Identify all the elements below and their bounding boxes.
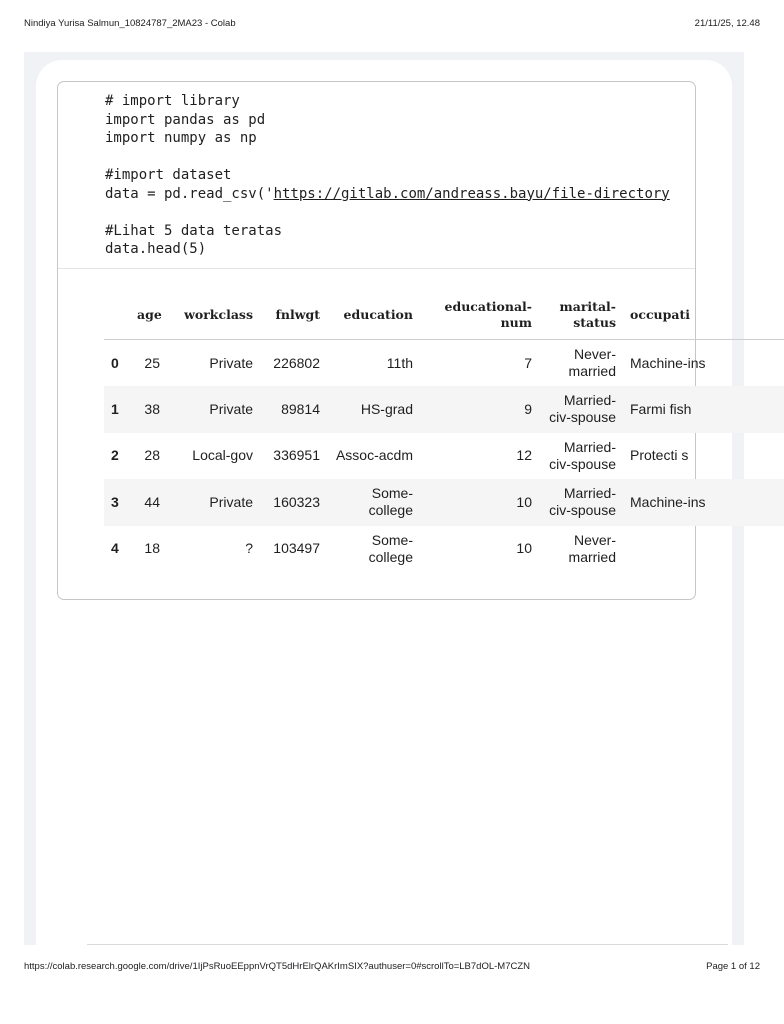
- cell-educational-num: 7: [524, 354, 532, 371]
- cell-occupation: [623, 526, 784, 573]
- cell-occupation: Machine-ins: [630, 493, 706, 510]
- cell-occupation: Protecti s: [630, 447, 689, 464]
- column-header-occupation: occupati: [623, 290, 784, 340]
- column-header-age: age: [130, 290, 167, 340]
- cell-education: Assoc-acdm: [335, 447, 413, 464]
- cell-marital-status: Married-civ-spouse: [549, 392, 616, 426]
- code-line-blank: [105, 203, 670, 222]
- cell-marital-status: Married-civ-spouse: [549, 438, 616, 472]
- cell-workclass: ?: [245, 540, 253, 557]
- code-editor[interactable]: [105, 92, 670, 259]
- footer-divider: [87, 944, 728, 945]
- cell-workclass: Private: [209, 493, 253, 510]
- cell-age: 44: [144, 493, 160, 510]
- cell-workclass: Private: [209, 400, 253, 417]
- table-row: [104, 386, 784, 433]
- csv-url-link[interactable]: https://gitlab.com/andreass.bayu/file-directory: [273, 185, 670, 202]
- cell-age: 18: [144, 540, 160, 557]
- cell-educational-num: 10: [516, 540, 532, 557]
- row-index: 1: [111, 400, 119, 417]
- cell-workclass: Private: [209, 354, 253, 371]
- cell-age: 28: [144, 447, 160, 464]
- cell-educational-num: 9: [524, 400, 532, 417]
- page-number: Page 1 of 12: [706, 961, 760, 972]
- print-header: [24, 18, 760, 34]
- code-cell[interactable]: [57, 81, 706, 600]
- code-line-blank: [105, 148, 670, 167]
- cell-marital-status: Married-civ-spouse: [549, 485, 616, 519]
- code-line-read-csv: [105, 185, 670, 204]
- dataframe-output: [104, 290, 706, 574]
- row-index: 0: [111, 354, 119, 371]
- column-header-marital-status: marital- status: [539, 290, 623, 340]
- column-header-education: education: [327, 290, 420, 340]
- cell-occupation: Farmi fish: [630, 400, 692, 417]
- table-row: [104, 340, 784, 387]
- cell-education: Some-college: [368, 485, 413, 519]
- page-url: https://colab.research.google.com/drive/1IjPsRuoEEppnVrQT5dHrElrQAKrImSIX?authuser=0#scrollTo=LB7dOL-M7CZN: [24, 961, 531, 972]
- cell-occupation: Machine-ins: [630, 354, 706, 371]
- table-header-row: [104, 290, 784, 340]
- code-line: data.head(5): [105, 241, 207, 257]
- code-line: import numpy as np: [105, 130, 257, 146]
- output-divider: [58, 268, 695, 269]
- row-index: 3: [111, 493, 119, 510]
- cell-education: HS-grad: [360, 400, 413, 417]
- document-title: Nindiya Yurisa Salmun_10824787_2MA23 - Colab: [24, 18, 236, 29]
- code-line: #Lihat 5 data teratas: [105, 222, 283, 239]
- row-index: 4: [111, 540, 119, 557]
- column-header-educational-num: educational- num: [420, 290, 539, 340]
- table-row: [104, 479, 784, 526]
- cell-fnlwgt: 336951: [273, 447, 320, 464]
- cell-educational-num: 10: [516, 493, 532, 510]
- table-row: [104, 526, 784, 573]
- column-header-workclass: workclass: [167, 290, 260, 340]
- cell-fnlwgt: 89814: [281, 400, 320, 417]
- cell-fnlwgt: 103497: [273, 540, 320, 557]
- index-header: [104, 290, 130, 340]
- code-line: #import dataset: [105, 167, 232, 183]
- cell-education: Some-college: [368, 531, 413, 565]
- print-date: 21/11/25, 12.48: [694, 18, 760, 29]
- code-line: import pandas as pd: [105, 111, 266, 128]
- cell-education: 11th: [386, 354, 413, 371]
- dataframe-table: [104, 290, 784, 572]
- code-read-csv-prefix: data = pd.read_csv(': [105, 185, 274, 202]
- code-line: # import library: [105, 93, 240, 109]
- cell-fnlwgt: 160323: [273, 493, 320, 510]
- cell-fnlwgt: 226802: [273, 354, 320, 371]
- table-row: [104, 433, 784, 480]
- column-header-fnlwgt: fnlwgt: [260, 290, 327, 340]
- cell-age: 25: [144, 354, 160, 371]
- print-footer: [24, 961, 760, 977]
- cell-marital-status: Never-married: [568, 346, 616, 379]
- row-index: 2: [111, 447, 119, 464]
- cell-marital-status: Never-married: [568, 531, 616, 565]
- cell-educational-num: 12: [516, 447, 532, 464]
- cell-age: 38: [144, 400, 160, 417]
- cell-workclass: Local-gov: [192, 447, 253, 464]
